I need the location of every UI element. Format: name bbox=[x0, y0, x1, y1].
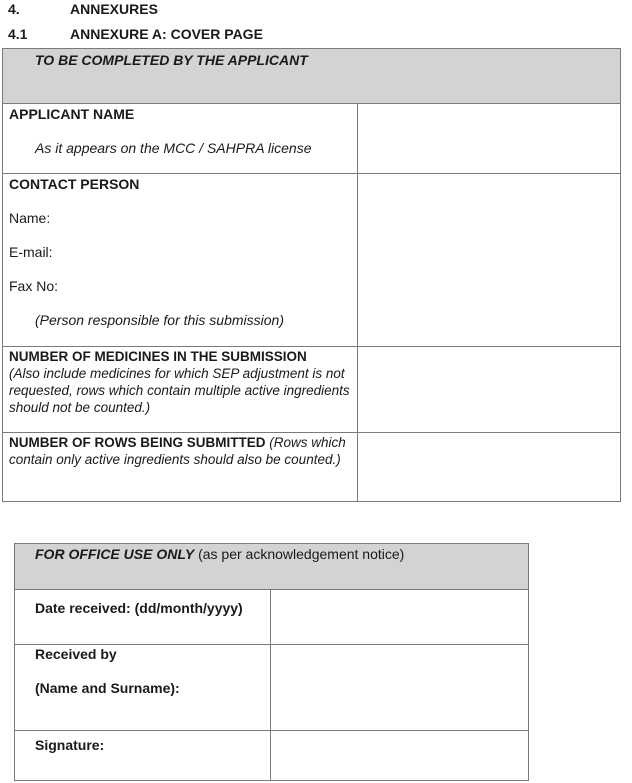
subsection-number: 4.1 bbox=[8, 26, 28, 42]
rows-note: (Rows which contain only active ingredients should also be counted.) bbox=[9, 435, 346, 467]
section-number: 4. bbox=[8, 1, 20, 17]
contact-name-label: Name: bbox=[9, 210, 51, 226]
date-received-label-cell bbox=[15, 590, 271, 645]
subsection-title: ANNEXURE A: COVER PAGE bbox=[70, 26, 263, 42]
rows-label: NUMBER OF ROWS BEING SUBMITTED bbox=[9, 435, 266, 450]
applicant-name-field[interactable] bbox=[358, 104, 621, 174]
applicant-table bbox=[2, 48, 621, 502]
signature-label: Signature: bbox=[35, 737, 105, 753]
office-table-header bbox=[15, 544, 529, 590]
received-by-label: Received by bbox=[35, 646, 117, 662]
contact-fax-label: Fax No: bbox=[9, 278, 59, 294]
office-use-table bbox=[14, 543, 529, 781]
received-by-field[interactable] bbox=[271, 645, 529, 731]
applicant-name-label: APPLICANT NAME bbox=[9, 106, 135, 122]
section-heading bbox=[8, 1, 158, 17]
medicines-note: (Also include medicines for which SEP adjustment is not requested, rows which contain multiple active ingredients should not be counted.) bbox=[9, 366, 350, 415]
date-received-label: Date received: (dd/month/yyyy) bbox=[35, 600, 243, 616]
section-title: ANNEXURES bbox=[70, 1, 158, 17]
signature-field[interactable] bbox=[271, 731, 529, 781]
signature-label-cell bbox=[15, 731, 271, 781]
office-header-bold: FOR OFFICE USE ONLY bbox=[35, 546, 195, 562]
received-by-label-cell bbox=[15, 645, 271, 731]
rows-label-cell bbox=[3, 433, 358, 502]
subsection-heading bbox=[8, 26, 263, 42]
date-received-field[interactable] bbox=[271, 590, 529, 645]
contact-person-label: CONTACT PERSON bbox=[9, 176, 140, 192]
medicines-label: NUMBER OF MEDICINES IN THE SUBMISSION bbox=[9, 349, 307, 364]
applicant-name-note: As it appears on the MCC / SAHPRA license bbox=[35, 140, 312, 156]
rows-count-field[interactable] bbox=[358, 433, 621, 502]
contact-person-note: (Person responsible for this submission) bbox=[35, 312, 284, 328]
office-header-rest: (as per acknowledgement notice) bbox=[194, 546, 405, 562]
contact-person-label-cell bbox=[3, 174, 358, 347]
medicines-count-field[interactable] bbox=[358, 347, 621, 433]
applicant-name-label-cell bbox=[3, 104, 358, 174]
applicant-header-text: TO BE COMPLETED BY THE APPLICANT bbox=[35, 52, 308, 68]
contact-email-label: E-mail: bbox=[9, 244, 53, 260]
applicant-table-header bbox=[3, 49, 621, 104]
medicines-label-cell bbox=[3, 347, 358, 433]
received-by-note: (Name and Surname): bbox=[35, 680, 180, 696]
contact-person-field[interactable] bbox=[358, 174, 621, 347]
